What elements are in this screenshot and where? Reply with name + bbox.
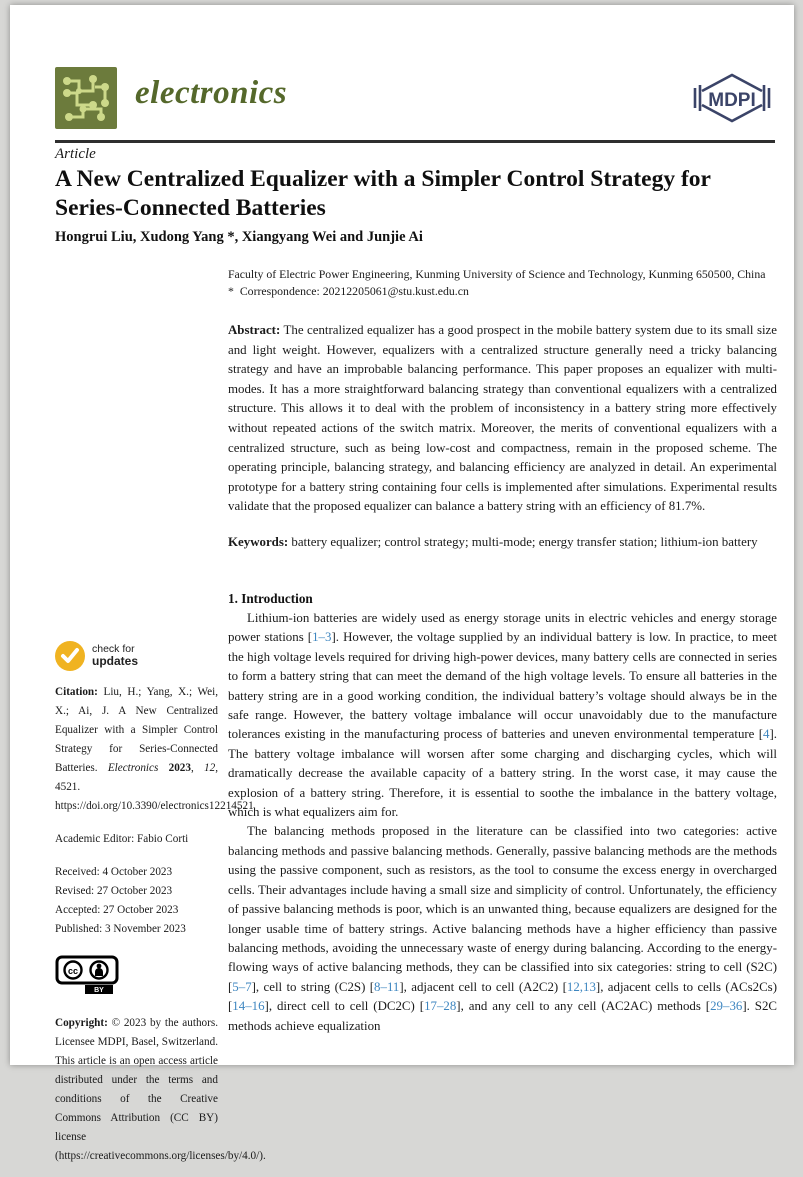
- cc-by-license-icon[interactable]: [55, 955, 218, 1002]
- abstract-paragraph: [228, 321, 777, 517]
- article-type-label: Article: [55, 146, 96, 162]
- published-date: Published: 3 November 2023: [55, 923, 186, 935]
- check-icon: [55, 641, 85, 671]
- electronics-journal-logo-icon: [55, 67, 117, 129]
- mdpi-logo-text: MDPI: [708, 90, 756, 111]
- revised-date: Revised: 27 October 2023: [55, 885, 173, 897]
- reference-link[interactable]: 12,13: [566, 979, 596, 994]
- affiliation-block: [228, 266, 780, 299]
- abstract-label: Abstract:: [228, 323, 281, 337]
- journal-name: electronics: [135, 75, 288, 111]
- intro-paragraph-1: Lithium-ion batteries are widely used as energy storage units in electric vehicles and energy storage power stations [1–3]. However, the voltage supplied by an individual battery is low. In practice, to meet the high voltage levels required for driving high-power devices, many battery cells are connected in series to form a battery string that can meet the demand of the high voltage levels. To ensure all batteries in the battery string are in a good working condition, the individual battery’s voltage should always be in the safe range. However, the battery voltage imbalance will occur unavoidably due to the manufacture tolerances existing in the manufacturing process of batteries and uneven environmental temperature [4]. The battery voltage imbalance will worsen after some charging and discharging cycles, which will dramatically decrease the available capacity of a battery string. In the worst case, it may cause the explosion of a battery string. Therefore, it is essential to soothe the imbalance in the battery voltage, which is what equalizers aim for.: [228, 611, 777, 820]
- correspondence-email[interactable]: Correspondence: 20212205061@stu.kust.edu.cn: [239, 283, 469, 298]
- copyright-block: [55, 1014, 266, 1166]
- keywords-label: Keywords:: [228, 535, 289, 549]
- reference-link[interactable]: 17–28: [424, 999, 457, 1014]
- keywords-line: [228, 533, 777, 553]
- mdpi-logo-icon: [688, 72, 776, 124]
- academic-editor: Academic Editor: Fabio Corti: [55, 833, 189, 845]
- article-title: A New Centralized Equalizer with a Simpler Control Strategy for Series-Connected Batteries: [55, 166, 711, 221]
- copyright-text: © 2023 by the authors. Licensee MDPI, Basel, Switzerland. This article is an open access article distributed under the terms and conditions of the Creative Commons Attribution (CC BY) license (https://creativecommons.org/licenses/by/4.0/).: [55, 1017, 266, 1162]
- introduction-body: [228, 609, 777, 1036]
- journal-header: [55, 67, 776, 129]
- keywords-text: battery equalizer; control strategy; multi-mode; energy transfer station; lithium-ion battery: [291, 535, 758, 549]
- history-dates: [55, 863, 218, 939]
- paper-page: [10, 5, 794, 1162]
- header-rule: [55, 140, 775, 143]
- section-1-heading: 1. Introduction: [228, 591, 313, 606]
- author-list: Hongrui Liu, Xudong Yang *, Xiangyang Wei and Junjie Ai: [55, 229, 423, 245]
- circuit-pattern-icon: [55, 67, 117, 129]
- citation-block: [55, 683, 254, 816]
- correspondence-marker: *: [228, 283, 234, 298]
- citation-text: Liu, H.; Yang, X.; Wei, X.; Ai, J. A New Centralized Equalizer with a Simpler Control Strategy for Series-Connected Batteries. Electronics 2023, 12, 4521. https://doi.org/10.3390/electronics12214521: [55, 686, 254, 812]
- check-for-updates-badge[interactable]: [55, 641, 218, 671]
- accepted-date: Accepted: 27 October 2023: [55, 904, 179, 916]
- affiliation-text: Faculty of Electric Power Engineering, Kunming University of Science and Technology, Kunming 650500, China: [228, 267, 766, 281]
- reference-link[interactable]: 4: [763, 727, 770, 742]
- by-label: BY: [94, 987, 104, 994]
- intro-paragraph-2: The balancing methods proposed in the literature can be classified into two categories: active balancing methods and passive balancing methods. Generally, passive balancing methods are the methods using the passive component, such as resistors, as the tool to consume the excess energy in overcharged cells. Their advantages include having a small size and simplicity of control. Unfortunately, the efficiency of passive balancing methods is poor, which is an unwanted thing, because equalizers are designed for the longer usable time of battery strings. Active balancing methods have a higher efficiency than passive balancing methods, avoiding the unnecessary waste of energy during balancing. According to the energy-flowing ways of active balancing methods, they can be classified into six categories: string to cell (S2C) [5–7], cell to string (C2S) [8–11], adjacent cell to cell (A2C2) [12,13], adjacent cells to cells (ACs2Cs) [14–16], direct cell to cell (DC2C) [17–28], and any cell to any cell (AC2AC) methods [29–36]. S2C methods achieve equalization: [228, 824, 778, 1033]
- reference-link[interactable]: 5–7: [232, 979, 252, 994]
- reference-link[interactable]: 8–11: [374, 979, 400, 994]
- copyright-label: Copyright:: [55, 1017, 108, 1029]
- reference-link[interactable]: 29–36: [710, 999, 743, 1014]
- abstract-text: The centralized equalizer has a good prospect in the mobile battery system due to its small size and light weight. However, equalizers with a centralized structure generally need a tricky balancing strategy and have an improbable balancing performance. This paper proposes an equalizer with multi-modes. It has a more straightforward balancing strategy than conventional equalizers with a centralized structure. This allows it to deal with the problem of inconsistency in a battery string more effectively without repeated actions of the switch matrix. Moreover, the merits of conventional equalizers with a centralized structure, such as being low-cost and compactness, remain in the proposed scheme. The operating principle, balancing strategy, and balancing efficiency are analyzed in detail. An experimental prototype for a battery string containing four cells is implemented after simulations. Experimental results validate that the proposed equalizer can balance a battery string with an efficiency of 81.7%.: [228, 323, 777, 514]
- reference-link[interactable]: 14–16: [232, 999, 265, 1014]
- received-date: Received: 4 October 2023: [55, 866, 173, 878]
- check-for-updates-text: [92, 644, 138, 668]
- updates-label: updates: [92, 653, 139, 668]
- svg-text:cc: cc: [67, 966, 79, 976]
- check-for-label: check for: [92, 643, 135, 655]
- citation-label: Citation:: [55, 686, 98, 698]
- reference-link[interactable]: 1–3: [312, 630, 332, 645]
